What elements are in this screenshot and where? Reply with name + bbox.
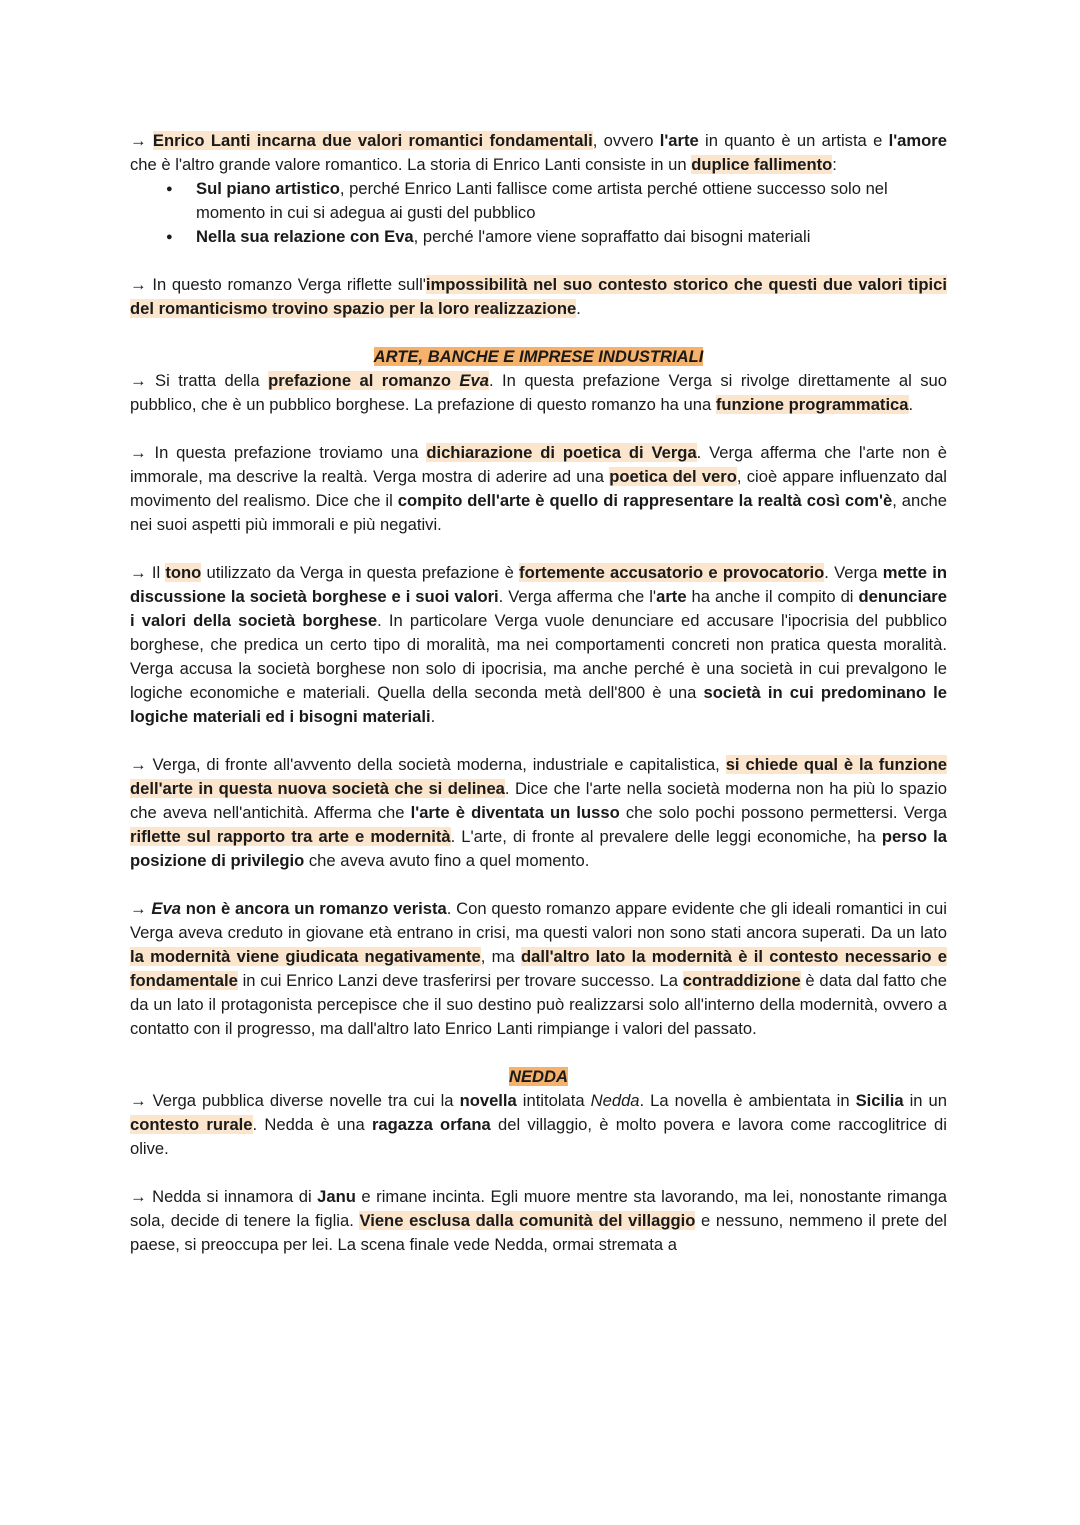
text: . (430, 707, 436, 726)
paragraph-tono (130, 561, 947, 729)
text: che aveva avuto fino a quel momento. (304, 851, 590, 870)
heading-text: ARTE, BANCHE E IMPRESE INDUSTRIALI (373, 347, 704, 366)
text: , perché l'amore viene sopraffatto dai bisogni materiali (413, 227, 811, 246)
highlight: Enrico Lanti incarna due valori romantici fondamentali (152, 131, 593, 150)
bold-text: Nella sua relazione con Eva (196, 227, 414, 246)
highlight: la modernità viene giudicata negativamente (130, 947, 481, 966)
paragraph-nedda-novella (130, 1089, 947, 1161)
italic-text: Eva (459, 371, 489, 390)
section-heading-arte (130, 345, 947, 369)
bold-text: compito dell'arte è quello di rappresentare la realtà così com'è (397, 491, 893, 510)
paragraph-nedda-janu (130, 1185, 947, 1257)
highlight: dall'altro lato la modernità è il contesto necessario e fondamentale (130, 947, 947, 990)
bold-text: perso la posizione di privilegio (130, 827, 947, 870)
highlight: dichiarazione di poetica di Verga (426, 443, 697, 462)
highlight: riflette sul rapporto tra arte e modernità (130, 827, 451, 846)
heading-text: NEDDA (508, 1067, 568, 1086)
bold-text: non è ancora un romanzo verista (180, 899, 447, 918)
text: → Nedda si innamora di (130, 1187, 318, 1206)
text: . Verga afferma che l' (498, 587, 657, 606)
highlight: contesto rurale (130, 1115, 253, 1134)
text: , ovvero (592, 131, 660, 150)
text: che è l'altro grande valore romantico. La storia di Enrico Lanti consiste in un (130, 155, 692, 174)
text: è data dal fatto che da un lato il protagonista percepisce che il suo destino può realizzarsi solo all'interno della modernità, ovvero a contatto con il progresso, ma dall'altro lato Enrico Lanti rimpiange i valori del passato. (130, 971, 947, 1038)
highlight: duplice fallimento (691, 155, 833, 174)
highlight: tono (165, 563, 202, 582)
text: . In questa prefazione Verga si rivolge direttamente al suo pubblico, che è un pubblico borghese. La prefazione di questo romanzo ha una (130, 371, 947, 414)
document-page (130, 129, 947, 1257)
bold-text: l'arte è diventata un lusso (410, 803, 620, 822)
bold-text: Sicilia (855, 1091, 904, 1110)
text: . Nedda è una (252, 1115, 372, 1134)
bold-italic-text: Eva (151, 899, 181, 918)
text: in cui Enrico Lanzi deve trasferirsi per trovare successo. La (237, 971, 683, 990)
list-item (196, 177, 947, 225)
bold-text: denunciare i valori della società borghese (130, 587, 947, 630)
text: del villaggio, è molto povera e lavora come raccoglitrice di olive. (130, 1115, 947, 1158)
text: . Dice che l'arte nella società moderna non ha più lo spazio che aveva nell'antichità. Afferma che (130, 779, 947, 822)
text: . (908, 395, 914, 414)
paragraph-funzione-arte (130, 753, 947, 873)
text: → Verga, di fronte all'avvento della società moderna, industriale e capitalistica, (130, 755, 726, 774)
text: e rimane incinta. Egli muore mentre sta lavorando, ma lei, nonostante rimanga sola, decide di tenere la figlia. (130, 1187, 947, 1230)
text: . In particolare Verga vuole denunciare ed accusare l'ipocrisia del pubblico borghese, che predica un certo tipo di moralità, ma nei comportamenti concreti non pratica questa moralità. Verga accusa la società borghese non solo di ipocrisia, ma anche perché è una società in cui prevalgono le logiche economiche e materiali. Quella della seconda metà dell'800 è una (130, 611, 948, 702)
highlight: contraddizione (682, 971, 801, 990)
bold-text: società in cui predominano le logiche materiali ed i bisogni materiali (130, 683, 947, 726)
bold-text: l'amore (888, 131, 947, 150)
bold-text: mette in discussione la società borghese e i suoi valori (130, 563, 947, 606)
paragraph-prefazione (130, 369, 947, 417)
list-item (196, 225, 947, 249)
text: → Verga pubblica diverse novelle tra cui la (130, 1091, 460, 1110)
bold-text: l'arte (659, 131, 699, 150)
arrow: → (130, 131, 153, 150)
text: . Verga (824, 563, 883, 582)
text: → Il (130, 563, 166, 582)
text: → (130, 899, 152, 918)
text: , ma (480, 947, 521, 966)
bold-text: ragazza orfana (371, 1115, 491, 1134)
text: . L'arte, di fronte al prevalere delle leggi economiche, ha (450, 827, 882, 846)
text: . Verga afferma che l'arte non è immorale, ma descrive la realtà. Verga mostra di aderire ad una (130, 443, 947, 486)
text: . (576, 299, 581, 318)
bold-text: novella (459, 1091, 517, 1110)
text: . Con questo romanzo appare evidente che gli ideali romantici in cui Verga aveva creduto in giovane età entrano in crisi, ma questi valori non sono stati ancora superati. Da un lato (130, 899, 947, 942)
text: → Si tratta della (130, 371, 269, 390)
section-heading-nedda (130, 1065, 947, 1089)
text: . La novella è ambientata in (639, 1091, 856, 1110)
highlight: impossibilità nel suo contesto storico che questi due valori tipici del romanticismo trovino spazio per la loro realizzazione (130, 275, 947, 318)
paragraph-eva-verista (130, 897, 947, 1041)
paragraph-poetica (130, 441, 947, 537)
text: in un (903, 1091, 948, 1110)
highlight: Viene esclusa dalla comunità del villaggio (359, 1211, 696, 1230)
text: e nessuno, nemmeno il prete del paese, si preoccupa per lei. La scena finale vede Nedda, ormai stremata a (130, 1211, 947, 1254)
paragraph-enrico-lanti (130, 129, 947, 177)
text: utilizzato da Verga in questa prefazione è (201, 563, 520, 582)
paragraph-impossibilita (130, 273, 947, 321)
bold-text: prefazione al romanzo (268, 371, 460, 390)
text: in quanto è un artista e (698, 131, 889, 150)
text: : (832, 155, 837, 174)
text: → In questa prefazione troviamo una (130, 443, 427, 462)
bold-text: arte (656, 587, 687, 606)
highlight (268, 371, 489, 390)
bold-text: Janu (317, 1187, 356, 1206)
text: → In questo romanzo Verga riflette sull' (130, 275, 426, 294)
text: , anche nei suoi aspetti più immorali e più negativi. (130, 491, 947, 534)
text: ha anche il compito di (686, 587, 859, 606)
highlight: fortemente accusatorio e provocatorio (519, 563, 825, 582)
bold-text: Sul piano artistico (196, 179, 340, 198)
highlight: si chiede qual è la funzione dell'arte in questa nuova società che si delinea (130, 755, 947, 798)
highlight: funzione programmatica (715, 395, 909, 414)
text: che solo pochi possono permettersi. Verga (619, 803, 947, 822)
text: , cioè appare influenzato dal movimento del realismo. Dice che il (130, 467, 947, 510)
highlight: poetica del vero (609, 467, 737, 486)
bullet-list (130, 177, 947, 249)
italic-text: Nedda (590, 1091, 640, 1110)
text: , perché Enrico Lanti fallisce come artista perché ottiene successo solo nel momento in cui si adegua ai gusti del pubblico (196, 179, 888, 222)
text: intitolata (516, 1091, 591, 1110)
